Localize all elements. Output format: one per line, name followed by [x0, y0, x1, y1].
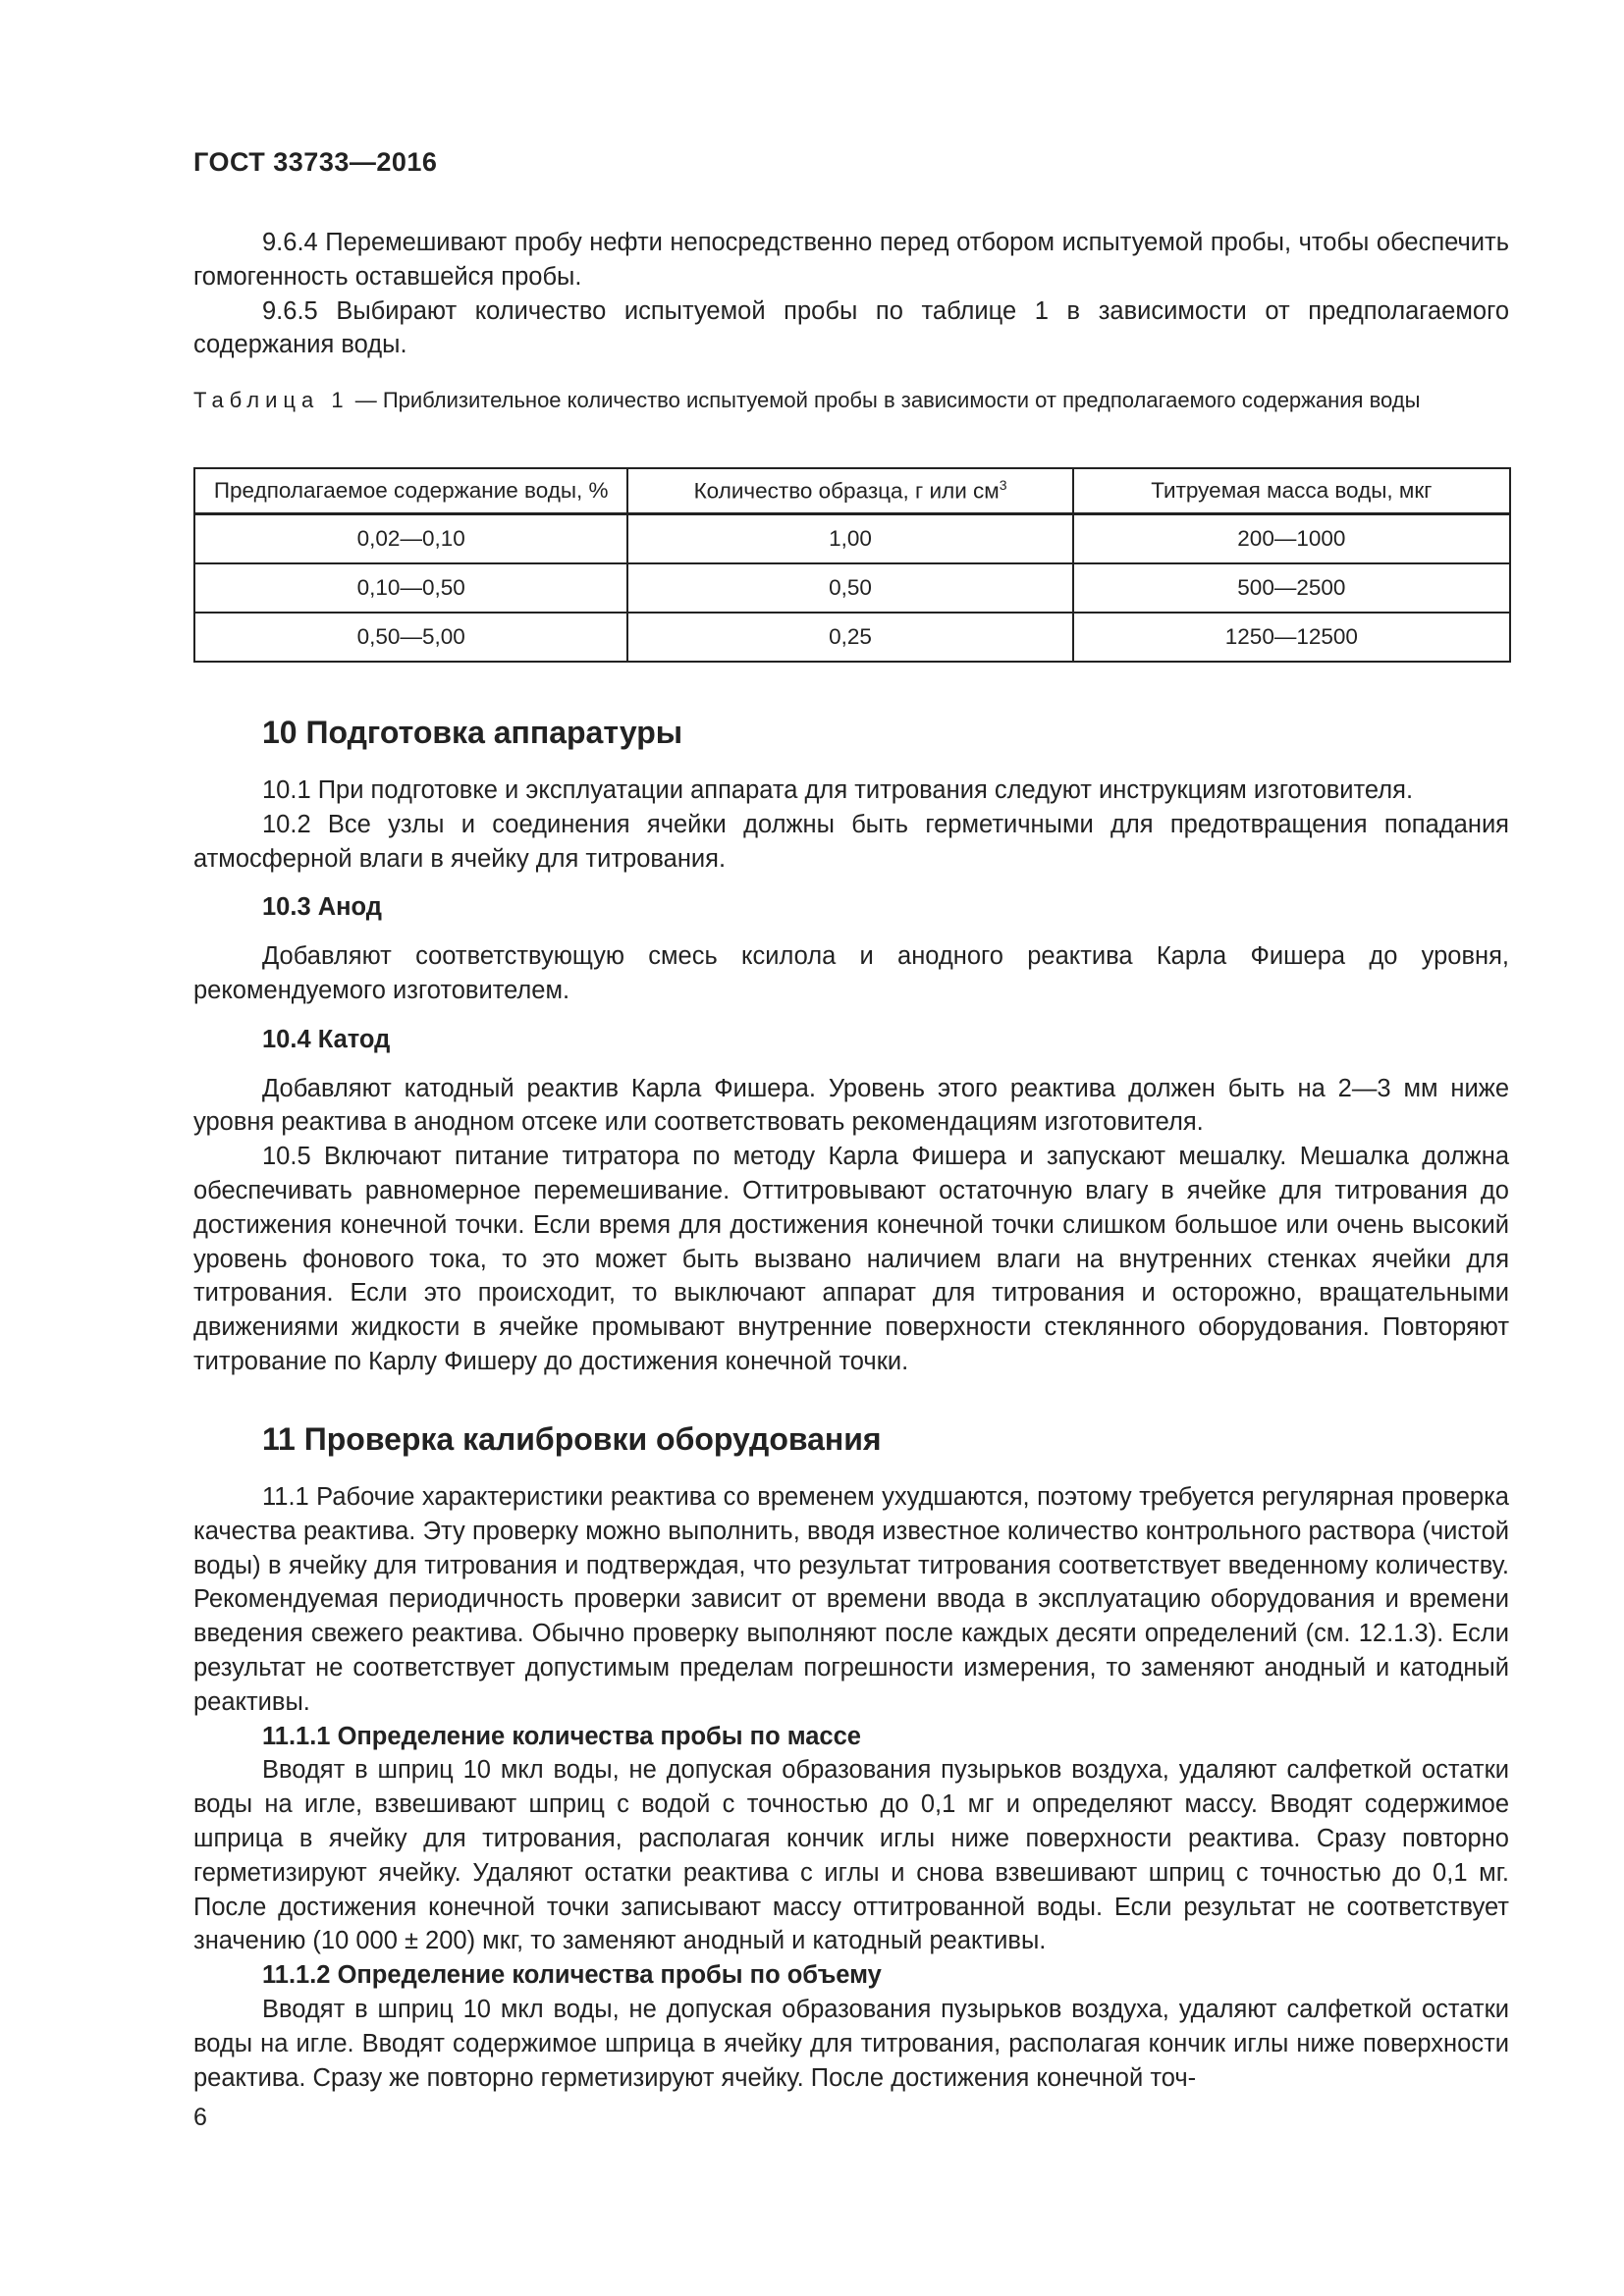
section-10-heading: 10 Подготовка аппаратуры — [262, 715, 683, 750]
intro-paragraphs — [193, 226, 1509, 362]
paragraph-mass: Вводят в шприц 10 мкл воды, не допуская образования пузырьков воздуха, удаляют салфеткой остатки воды на игле, взвешивают шприц с водой с точностью до 0,1 мг и определяют массу. Вводят содержимое шприца в ячейку для титрования, располагая кончик иглы ниже поверхности реактива. Сразу повторно герметизируют ячейку. Удаляют остатки реактива с иглы и снова взвешивают шприц с точностью до 0,1 мг. После достижения конечной точки записывают массу оттитрованной воды. Если результат не соответствует значению (10 000 ± 200) мкг, то заменяют анодный и катодный реактивы. — [193, 1756, 1509, 1955]
paragraph-anode: Добавляют соответствующую смесь ксилола и анодного реактива Карла Фишера до уровня, рекомендуемого изготовителем. — [193, 942, 1509, 1004]
table-cell: 0,10—0,50 — [194, 563, 627, 613]
table-header-row — [194, 468, 1510, 514]
subsection-anode-heading: 10.3 Анод — [262, 893, 382, 922]
paragraph-cathode: Добавляют катодный реактив Карла Фишера. Уровень этого реактива должен быть на 2—3 мм ниже уровня реактива в анодном отсеке или соответствовать рекомендациям изготовителя. — [193, 1074, 1509, 1137]
paragraph-9-6-5: 9.6.5 Выбирают количество испытуемой пробы по таблице 1 в зависимости от предполагаемого содержания воды. — [193, 296, 1509, 359]
paragraph-volume: Вводят в шприц 10 мкл воды, не допуская образования пузырьков воздуха, удаляют салфеткой остатки воды на игле. Вводят содержимое шприца в ячейку для титрования, располагая кончик иглы ниже поверхности реактива. Сразу же повторно герметизируют ячейку. После достижения конечной точ- — [193, 1995, 1509, 2092]
table-header-water-content: Предполагаемое содержание воды, % — [194, 468, 627, 514]
paragraph-9-6-4: 9.6.4 Перемешивают пробу нефти непосредственно перед отбором испытуемой пробы, чтобы обеспечить гомогенность оставшейся пробы. — [193, 229, 1509, 291]
table-row — [194, 563, 1510, 613]
table-cell: 0,02—0,10 — [194, 514, 627, 564]
document-header: ГОСТ 33733—2016 — [193, 147, 438, 177]
table-cell: 500—2500 — [1073, 563, 1510, 613]
table-caption — [193, 385, 1509, 416]
subsection-volume-heading: 11.1.2 Определение количества пробы по объему — [262, 1961, 882, 1990]
page-number: 6 — [193, 2104, 207, 2131]
section-10-body — [193, 774, 1509, 1379]
paragraph-11-1: 11.1 Рабочие характеристики реактива со временем ухудшаются, поэтому требуется регулярная проверка качества реактива. Эту проверку можно выполнить, вводя известное количество контрольного раствора (чистой воды) в ячейку для титрования и подтверждая, что результат титрования соответствует введенному количеству. Рекомендуемая периодичность проверки зависит от времени ввода в эксплуатацию оборудования и времени введения свежего реактива. Обычно проверку выполняют после каждых десяти определений (см. 12.1.3). Если результат не соответствует допустимым пределам погрешности измерения, то заменяют анодный и катодный реактивы. — [193, 1483, 1509, 1716]
table-caption-text: — Приблизительное количество испытуемой пробы в зависимости от предполагаемого содержания воды — [349, 388, 1421, 412]
table-cell: 0,25 — [627, 613, 1072, 662]
subsection-mass-heading: 11.1.1 Определение количества пробы по массе — [262, 1722, 861, 1750]
subsection-cathode-heading: 10.4 Катод — [262, 1025, 391, 1053]
sample-quantity-table — [193, 467, 1511, 663]
table-cell: 1250—12500 — [1073, 613, 1510, 662]
section-11-body — [193, 1480, 1509, 2095]
paragraph-10-2: 10.2 Все узлы и соединения ячейки должны быть герметичными для предотвращения попадания атмосферной влаги в ячейку для титрования. — [193, 810, 1509, 873]
paragraph-10-5: 10.5 Включают питание титратора по методу Карла Фишера и запускают мешалку. Мешалка должна обеспечивать равномерное перемешивание. Оттитровывают остаточную влагу в ячейке для титрования до достижения конечной точки. Если время для достижения конечной точки слишком большое или очень высокий уровень фонового тока, то это может быть вызвано наличием влаги на внутренних стенках ячейки для титрования. Если это происходит, то выключают аппарат для титрования и осторожно, вращательными движениями жидкости в ячейке промывают внутренние поверхности стеклянного оборудования. Повторяют титрование по Карлу Фишеру до достижения конечной точки. — [193, 1143, 1509, 1375]
table-header-titrated-mass: Титруемая масса воды, мкг — [1073, 468, 1510, 514]
table-cell: 0,50 — [627, 563, 1072, 613]
paragraph-10-1: 10.1 При подготовке и эксплуатации аппарата для титрования следуют инструкциям изготовителя. — [262, 776, 1414, 804]
table-cell: 0,50—5,00 — [194, 613, 627, 662]
table-header-sample-amount: Количество образца, г или $см^3$ — [627, 468, 1072, 514]
table-row — [194, 514, 1510, 564]
table-caption-label: Таблица 1 — [193, 388, 350, 412]
section-11-heading: 11 Проверка калибровки оборудования — [262, 1421, 882, 1457]
table-cell: 200—1000 — [1073, 514, 1510, 564]
table-row — [194, 613, 1510, 662]
table-cell: 1,00 — [627, 514, 1072, 564]
